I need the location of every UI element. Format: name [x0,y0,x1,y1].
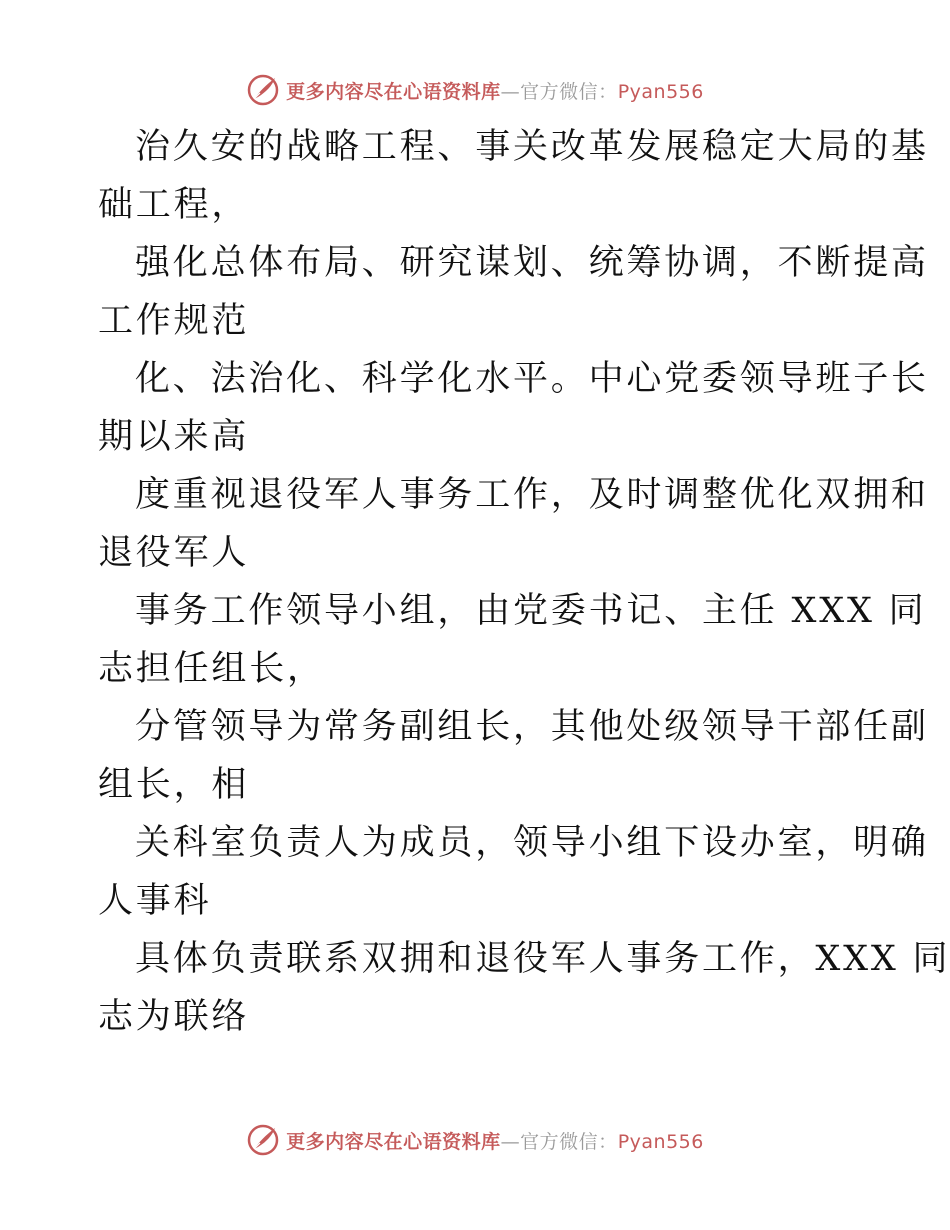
footer-text [286,1127,704,1154]
paragraph-line: 人事科 [98,881,212,921]
quill-logo-icon [246,1123,280,1157]
paragraph [98,118,929,234]
footer-wechat-id: Pyan556 [617,1130,704,1153]
paragraph [98,234,929,350]
header-banner [0,70,950,110]
paragraph-line: 强化总体布局、研究谋划、统筹协调，不断提高 [135,243,929,283]
paragraph-line: 分管领导为常务副组长，其他处级领导干部任副 [135,707,929,747]
paragraph-line: 退役军人 [98,533,250,573]
paragraph-line: 志为联络 [98,997,250,1037]
quill-logo-icon [246,73,280,107]
paragraph-line: 期以来高 [98,417,250,457]
header-dash: — [500,80,521,103]
paragraph [98,350,929,466]
paragraph-line: 治久安的战略工程、事关改革发展稳定大局的基 [135,127,929,167]
footer-brand: 更多内容尽在心语资料库 [286,1130,501,1153]
header-text [286,77,704,104]
paragraph-line: 础工程， [98,185,250,225]
footer-dash: — [500,1130,521,1153]
paragraph-line: 事务工作领导小组，由党委书记、主任 XXX 同 [135,591,927,631]
paragraph-line: 关科室负责人为成员，领导小组下设办室，明确 [135,823,929,863]
paragraph-line: 具体负责联系双拥和退役军人事务工作，XXX 同 [135,939,950,979]
paragraph-line: 化、法治化、科学化水平。中心党委领导班子长 [135,359,929,399]
footer-banner [0,1120,950,1160]
paragraph-line: 度重视退役军人事务工作，及时调整优化双拥和 [135,475,929,515]
paragraph [98,930,950,1046]
header-brand: 更多内容尽在心语资料库 [286,80,501,103]
document-body [98,118,950,1046]
header-wechat-id: Pyan556 [617,80,704,103]
header-wechat-label: 官方微信： [520,80,618,103]
paragraph [98,698,929,814]
paragraph-line: 工作规范 [98,301,250,341]
footer-wechat-label: 官方微信： [520,1130,618,1153]
paragraph-line: 组长，相 [98,765,250,805]
paragraph [98,814,929,930]
paragraph [98,466,929,582]
paragraph [98,582,927,698]
paragraph-line: 志担任组长， [98,649,325,689]
